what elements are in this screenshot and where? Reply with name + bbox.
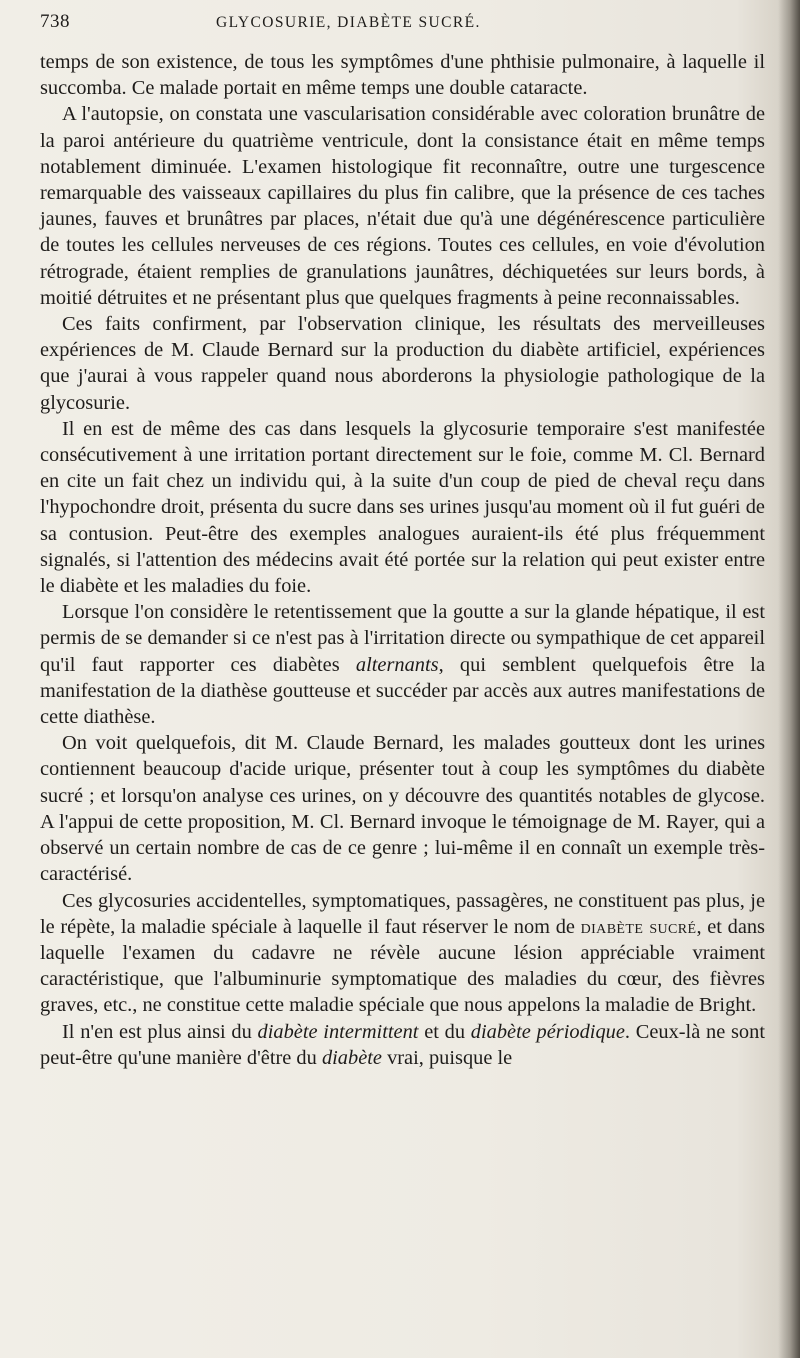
page-number: 738 [40, 11, 70, 32]
paragraph [40, 1019, 765, 1071]
body-text [40, 49, 765, 1071]
text-run: A l'autopsie, on constata une vascularisation considérable avec coloration brunâtre de la paroi antérieure du quatrième ventricule, dont la consistance était en même temps notablement diminuée. L'examen histologique fit reconnaître, outre une turgescence remarquable des vaisseaux capillaires du plus fin calibre, que la présence de ces taches jaunes, fauves et brunâtres par places, n'était due qu'à une dégénérescence particulière de toutes les cellules nerveuses de ces régions. Toutes ces cellules, en voie d'évolution rétrograde, étaient remplies de granulations jaunâtres, déchiquetées sur leurs bords, à moitié détruites et ne présentant plus que quelques fragments à peine reconnaissables. [40, 103, 765, 309]
text-run: et du [418, 1020, 471, 1043]
italic-run: diabète [321, 1046, 382, 1069]
paragraph [40, 49, 765, 101]
running-title: GLYCOSURIE, DIABÈTE SUCRÉ. [216, 14, 481, 31]
italic-run: diabète périodique [470, 1020, 625, 1043]
paragraph [40, 101, 765, 311]
paragraph [40, 416, 765, 599]
text-run: temps de son existence, de tous les symptômes d'une phthisie pulmonaire, à laquelle il succomba. Ce malade portait en même temps une double cataracte. [40, 51, 765, 100]
text-run: On voit quelquefois, dit M. Claude Bernard, les malades goutteux dont les urines contiennent beaucoup d'acide urique, présenter tout à coup les symptômes du diabète sucré ; et lorsqu'on analyse ces urines, on y découvre des quantités notables de glycose. A l'appui de cette proposition, M. Cl. Bernard invoque le témoignage de M. Rayer, qui a observé un certain nombre de cas de ce genre ; lui-même il en connaît un exemple très-caractérisé. [40, 732, 765, 886]
text-run: Lorsque l'on considère le retentissement que la goutte a sur la glande hépatique, il est permis de se demander si ce n'est pas à l'irritation directe ou sympathique de cet appareil qu'il faut rapporter ces diabètes [40, 601, 765, 676]
text-run: Il en est de même des cas dans lesquels la glycosurie temporaire s'est manifestée consécutivement à une irritation portant directement sur le foie, comme M. Cl. Bernard en cite un fait chez un individu qui, à la suite d'un coup de pied de cheval reçu dans l'hypochondre droit, présenta du sucre dans ses urines jusqu'au moment où il fut guéri de sa contusion. Peut-être des exemples analogues auraient-ils été plus fréquemment signalés, si l'attention des médecins avait été portée sur la relation qui peut exister entre le diabète et les maladies du foie. [40, 417, 765, 598]
paragraph [40, 888, 765, 1019]
paragraph [40, 730, 765, 887]
small-caps-run: diabète sucré [580, 915, 697, 938]
text-run: . Ceux-là ne sont peut-être qu'une manière d'être du [40, 1020, 765, 1069]
text-run: Il n'en est plus ainsi du [62, 1020, 258, 1043]
paragraph [40, 311, 765, 416]
running-head [40, 9, 760, 39]
italic-run: alternants [355, 653, 439, 676]
italic-run: diabète intermittent [257, 1020, 419, 1043]
text-run: vrai, puisque le [381, 1046, 513, 1069]
text-run: Ces faits confirment, par l'observation clinique, les résultats des merveilleuses expériences de M. Claude Bernard sur la production du diabète artificiel, expériences que j'aurai à vous rappeler quand nous aborderons la physiologie pathologique de la glycosurie. [40, 313, 765, 414]
text-run: , qui semblent quelquefois être la manifestation de la diathèse goutteuse et succéder par accès aux autres manifestations de cette diathèse. [40, 653, 765, 729]
page-binding-shadow [778, 0, 800, 1358]
text-run: Ces glycosuries accidentelles, symptomatiques, passagères, ne constituent pas plus, je le répète, la maladie spéciale à laquelle il faut réserver le nom de [40, 889, 765, 938]
paragraph [40, 599, 765, 730]
text-run: , et dans laquelle l'examen du cadavre ne révèle aucune lésion appréciable vraiment caractéristique, que l'albuminurie symptomatique des maladies du cœur, des fièvres graves, etc., ne constitue cette maladie spéciale que nous appelons la maladie de Bright. [40, 915, 765, 1017]
